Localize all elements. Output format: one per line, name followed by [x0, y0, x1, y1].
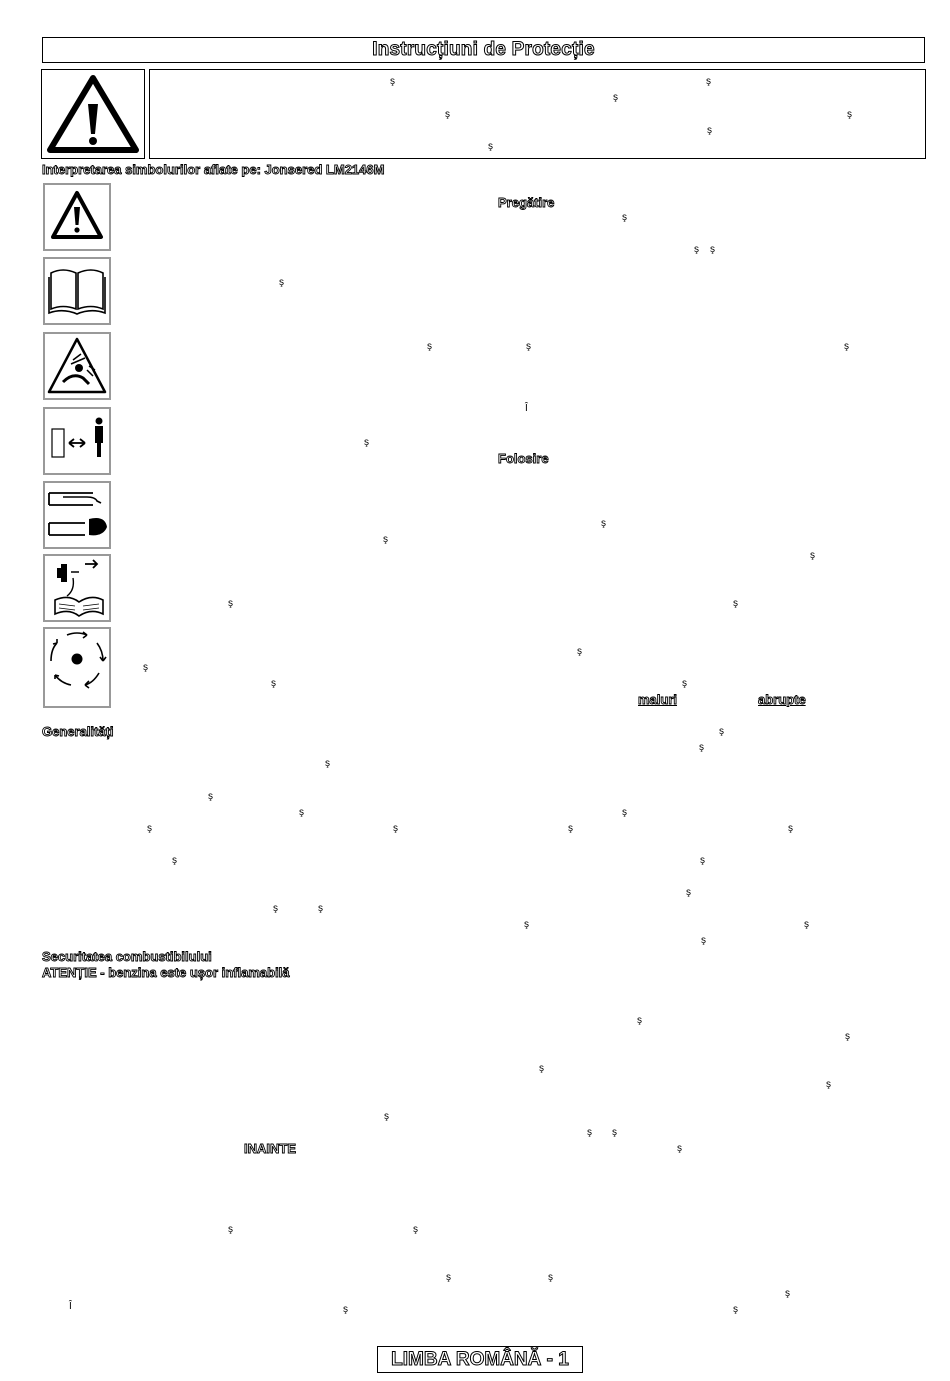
heading-folosire: Folosire	[498, 451, 549, 466]
glyph: ş	[677, 1143, 682, 1154]
warning-triangle-icon	[45, 185, 109, 249]
glyph: ş	[733, 1304, 738, 1315]
glyph: ş	[526, 341, 531, 352]
glyph: ş	[699, 742, 704, 753]
read-manual-icon	[45, 259, 109, 323]
glyph: ş	[622, 212, 627, 223]
glyph: ş	[710, 244, 715, 255]
glyph: ş	[847, 109, 852, 120]
glyph: ş	[539, 1063, 544, 1074]
underlined-word-maluri: maluri	[638, 692, 678, 707]
symbol-box-warning	[43, 183, 111, 251]
glyph: ş	[228, 1224, 233, 1235]
glyph: ş	[804, 919, 809, 930]
glyph: ş	[844, 341, 849, 352]
symbols-heading: Interpretarea simbolurilor aflate pe: Jonsered LM2146M	[42, 162, 385, 177]
glyph: ş	[446, 1272, 451, 1283]
glyph: ş	[601, 518, 606, 529]
glyph: ş	[577, 646, 582, 657]
keep-distance-icon	[45, 409, 109, 473]
heading-atentie: ATENȚIE - benzina este ușor inflamabilă	[42, 965, 290, 980]
page-title: Instrucțiuni de Protecție	[372, 39, 595, 60]
glyph: ş	[390, 76, 395, 87]
glyph: ş	[826, 1079, 831, 1090]
symbol-box-spark-plug	[43, 554, 111, 622]
glyph: ş	[707, 125, 712, 136]
glyph: ş	[383, 534, 388, 545]
glyph: ş	[445, 109, 450, 120]
heading-securitatea: Securitatea combustibilului	[42, 949, 212, 964]
glyph: ş	[143, 662, 148, 673]
glyph: ş	[845, 1031, 850, 1042]
symbol-box-rotating-blade	[43, 627, 111, 708]
hand-foot-blade-icon	[45, 483, 109, 547]
glyph: ş	[325, 758, 330, 769]
glyph: ş	[208, 791, 213, 802]
symbol-box-manual	[43, 257, 111, 325]
glyph: ş	[637, 1015, 642, 1026]
glyph: ş	[279, 277, 284, 288]
glyph: ş	[384, 1111, 389, 1122]
warning-triangle-icon	[42, 70, 144, 158]
glyph: ş	[413, 1224, 418, 1235]
glyph: ş	[393, 823, 398, 834]
glyph: ş	[706, 76, 711, 87]
glyph-i-circ: Î	[69, 1301, 72, 1312]
glyph: ş	[524, 919, 529, 930]
underlined-word-abrupte: abrupte	[758, 692, 806, 707]
rotating-blade-icon	[45, 629, 109, 706]
glyph: ş	[228, 598, 233, 609]
symbol-box-distance	[43, 407, 111, 475]
footer-text: LIMBA ROMÂNĂ - 1	[391, 1349, 569, 1370]
glyph: ş	[172, 855, 177, 866]
glyph: ş	[299, 807, 304, 818]
glyph: ş	[700, 855, 705, 866]
glyph: ş	[427, 341, 432, 352]
glyph: ş	[613, 92, 618, 103]
glyph: ş	[682, 678, 687, 689]
heading-generalitati: Generalități	[42, 724, 114, 739]
glyph: ş	[548, 1272, 553, 1283]
glyph: ş	[568, 823, 573, 834]
glyph: ş	[686, 887, 691, 898]
glyph: ş	[612, 1127, 617, 1138]
symbol-box-thrown-objects	[43, 332, 111, 400]
glyph: ş	[343, 1304, 348, 1315]
glyph: ş	[622, 807, 627, 818]
glyph: ş	[488, 141, 493, 152]
glyph: ş	[318, 903, 323, 914]
disconnect-spark-plug-icon	[45, 556, 109, 620]
symbol-box-hands-feet	[43, 481, 111, 549]
word-inainte: INAINTE	[244, 1141, 296, 1156]
glyph-i-circ: Î	[525, 403, 528, 414]
glyph: ş	[587, 1127, 592, 1138]
glyph: ş	[271, 678, 276, 689]
glyph: ş	[719, 726, 724, 737]
glyph: ş	[810, 550, 815, 561]
warning-panel	[41, 69, 145, 159]
glyph: ş	[273, 903, 278, 914]
footer-page-label	[377, 1346, 583, 1373]
warning-text-box	[149, 69, 926, 159]
glyph: ş	[364, 437, 369, 448]
title-box	[42, 37, 925, 63]
glyph: ş	[733, 598, 738, 609]
glyph: ş	[788, 823, 793, 834]
glyph: ş	[785, 1288, 790, 1299]
heading-pregatire: Pregătire	[498, 195, 555, 210]
thrown-objects-icon	[45, 334, 109, 398]
glyph: ş	[147, 823, 152, 834]
glyph: ş	[701, 935, 706, 946]
glyph: ş	[694, 244, 699, 255]
